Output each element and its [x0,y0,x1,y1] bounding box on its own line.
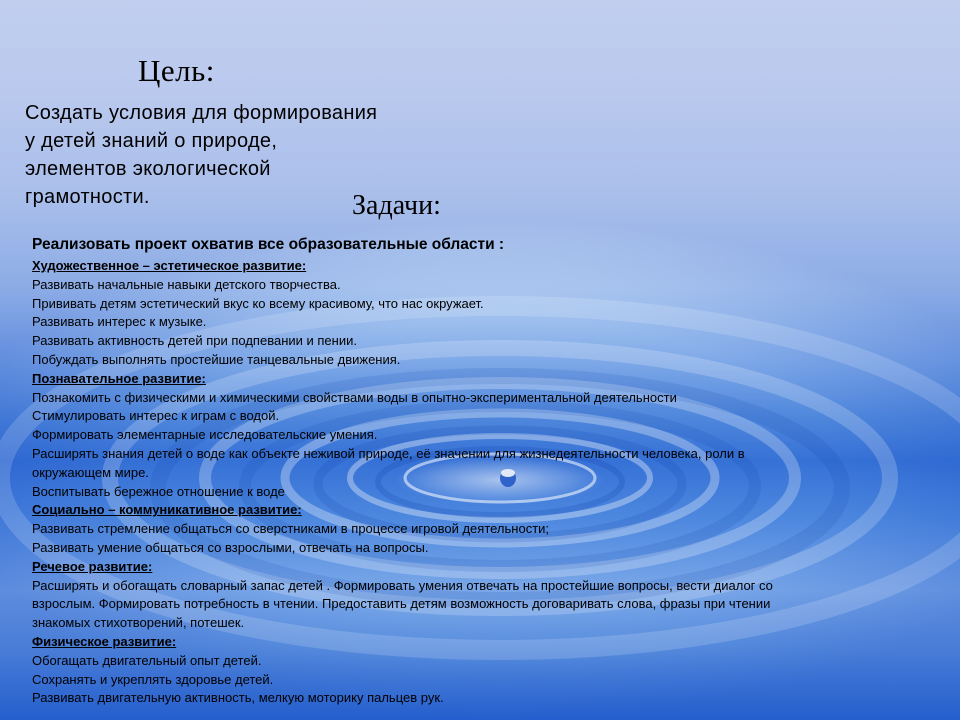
tasks-heading: Реализовать проект охватив все образовательные области : [32,236,505,253]
task-line: Расширять и обогащать словарный запас детей . Формировать умения отвечать на простейшие вопросы, вести диалог со [32,577,773,593]
task-line: Сохранять и укреплять здоровье детей. [32,671,274,687]
section-title-physical: Физическое развитие: [32,633,177,649]
goal-line: у детей знаний о природе, [25,130,278,152]
task-line: окружающем мире. [32,464,149,480]
task-line: взрослым. Формировать потребность в чтении. Предоставить детям возможность договаривать слова, фразы при чтении [32,596,771,612]
task-line: Познакомить с физическими и химическими свойствами воды в опытно-экспериментальной деятельности [32,389,677,405]
task-line: Побуждать выполнять простейшие танцевальные движения. [32,351,401,367]
task-line: Стимулировать интерес к играм с водой. [32,408,280,424]
section-title-artistic: Художественное – эстетическое развитие: [32,258,307,273]
task-line: Развивать начальные навыки детского творчества. [32,276,341,292]
section-title-speech: Речевое развитие: [32,558,153,574]
task-line: знакомых стихотворений, потешек. [32,615,245,631]
task-line: Развивать интерес к музыке. [32,314,207,330]
task-line: Развивать активность детей при подпевании и пении. [32,333,357,349]
tasks-title: Задачи: [352,190,441,221]
task-line: Расширять знания детей о воде как объекте неживой природе, её значении для жизнедеятельности человека, роли в [32,445,745,461]
task-line: Формировать элементарные исследовательские умения. [32,427,378,443]
task-line: Обогащать двигательный опыт детей. [32,652,262,668]
tasks-list [32,233,952,708]
task-line: Воспитывать бережное отношение к воде [32,483,285,499]
goal-line: элементов экологической [25,158,271,180]
task-line: Развивать умение общаться со взрослыми, отвечать на вопросы. [32,539,429,555]
goal-line: Создать условия для формирования [25,102,378,124]
task-line: Прививать детям эстетический вкус ко всему красивому, что нас окружает. [32,295,484,311]
goal-title: Цель: [138,53,215,88]
section-title-social: Социально – коммуникативное развитие: [32,502,302,518]
section-title-cognitive: Познавательное развитие: [32,370,206,386]
task-line: Развивать двигательную активность, мелкую моторику пальцев рук. [32,690,444,706]
task-line: Развивать стремление общаться со сверстниками в процессе игровой деятельности; [32,521,550,537]
goal-line: грамотности. [25,186,150,208]
